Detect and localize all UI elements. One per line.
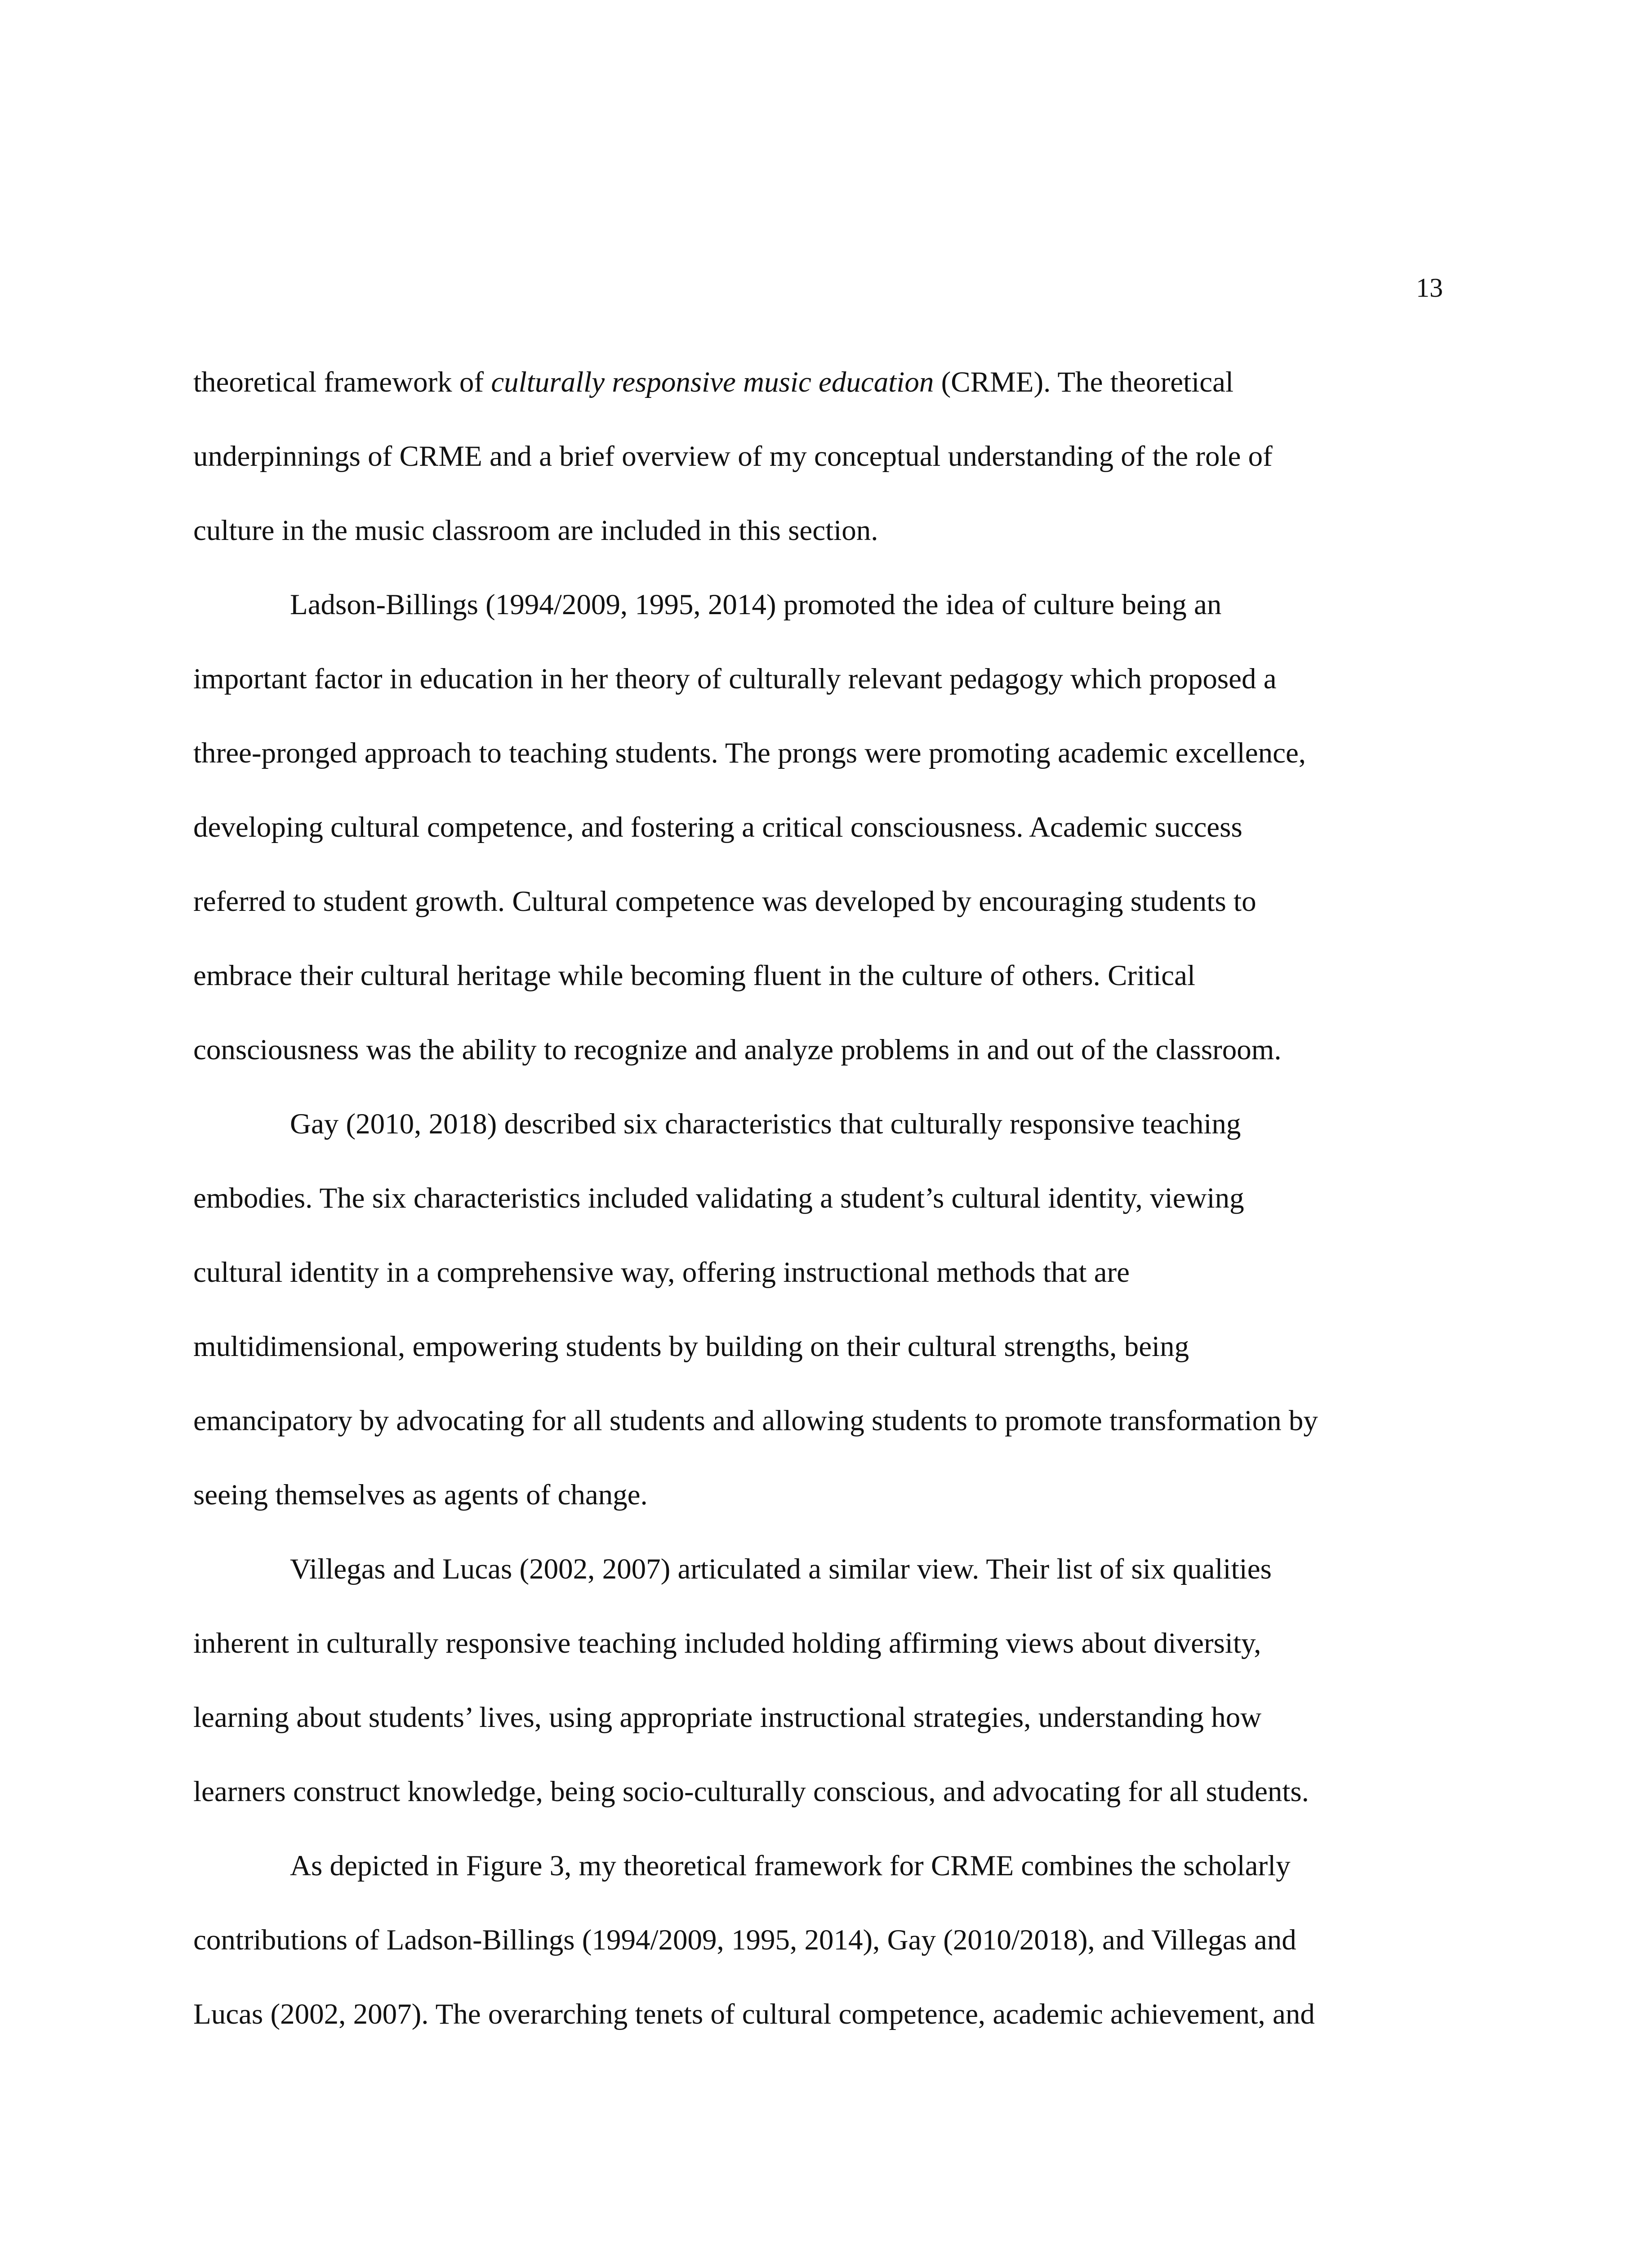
text-line: culture in the music classroom are included in this section. xyxy=(193,514,878,547)
text-line: learners construct knowledge, being socio-culturally conscious, and advocating for all students. xyxy=(193,1775,1309,1808)
text-line: learning about students’ lives, using appropriate instructional strategies, understanding how xyxy=(193,1701,1262,1734)
text-line: multidimensional, empowering students by building on their cultural strengths, being xyxy=(193,1330,1189,1363)
text-segment: (CRME). The theoretical xyxy=(934,366,1234,398)
text-line: underpinnings of CRME and a brief overview of my conceptual understanding of the role of xyxy=(193,440,1273,473)
text-line: seeing themselves as agents of change. xyxy=(193,1479,648,1511)
text-line xyxy=(193,368,1233,397)
text-line: contributions of Ladson-Billings (1994/2009, 1995, 2014), Gay (2010/2018), and Villegas and xyxy=(193,1924,1296,1956)
text-line: Ladson-Billings (1994/2009, 1995, 2014) promoted the idea of culture being an xyxy=(290,589,1222,621)
text-line: Gay (2010, 2018) described six characteristics that culturally responsive teaching xyxy=(290,1108,1241,1140)
text-line: emancipatory by advocating for all students and allowing students to promote transformation by xyxy=(193,1405,1318,1437)
text-line: cultural identity in a comprehensive way, offering instructional methods that are xyxy=(193,1256,1130,1289)
text-line: Lucas (2002, 2007). The overarching tenets of cultural competence, academic achievement, and xyxy=(193,1998,1315,2030)
text-line: Villegas and Lucas (2002, 2007) articulated a similar view. Their list of six qualities xyxy=(290,1553,1272,1585)
text-line: embrace their cultural heritage while becoming fluent in the culture of others. Critical xyxy=(193,959,1196,992)
italic-term: culturally responsive music education xyxy=(491,366,934,398)
text-line: referred to student growth. Cultural competence was developed by encouraging students to xyxy=(193,885,1256,918)
page-number: 13 xyxy=(1416,273,1443,303)
text-line: important factor in education in her theory of culturally relevant pedagogy which proposed a xyxy=(193,663,1277,695)
text-line: embodies. The six characteristics included validating a student’s cultural identity, viewing xyxy=(193,1182,1244,1214)
text-segment: theoretical framework of xyxy=(193,366,491,398)
text-line: As depicted in Figure 3, my theoretical framework for CRME combines the scholarly xyxy=(290,1850,1291,1882)
text-line: developing cultural competence, and fostering a critical consciousness. Academic success xyxy=(193,811,1242,843)
text-line: consciousness was the ability to recognize and analyze problems in and out of the classroom. xyxy=(193,1034,1282,1066)
text-line: inherent in culturally responsive teaching included holding affirming views about diversity, xyxy=(193,1627,1261,1659)
text-line: three-pronged approach to teaching students. The prongs were promoting academic excellence, xyxy=(193,737,1306,769)
